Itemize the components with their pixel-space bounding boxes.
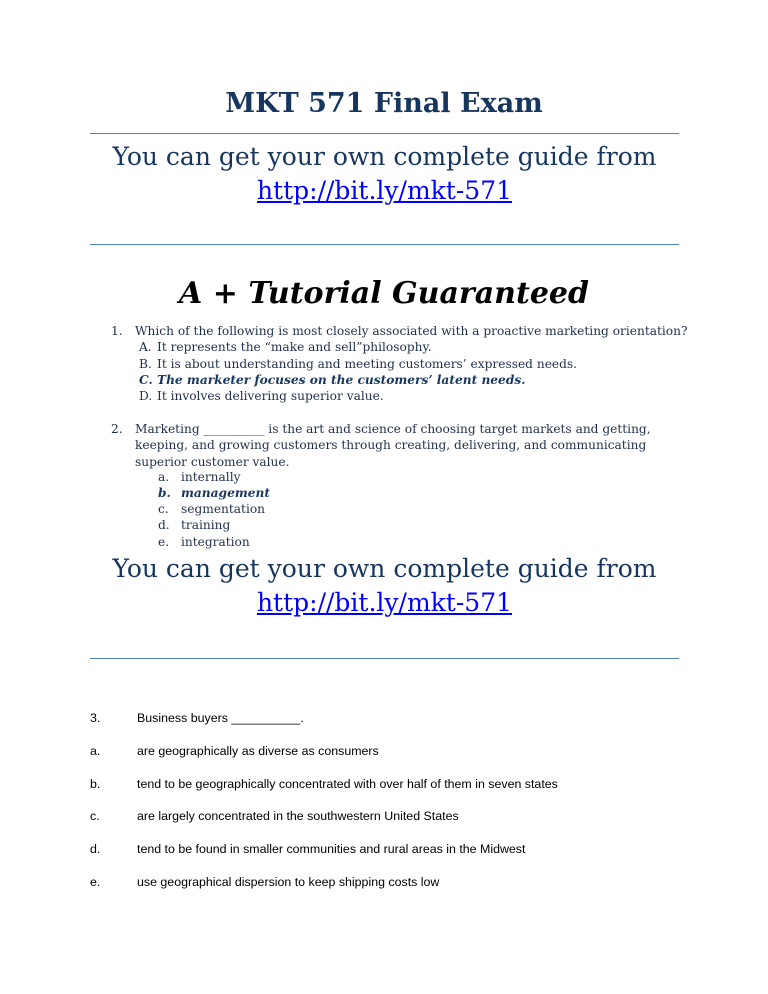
option-letter: b.	[90, 777, 101, 791]
question-text: Which of the following is most closely associated with a proactive marketing orientation?	[135, 324, 688, 338]
promo-block-top	[90, 140, 679, 208]
option-text: internally	[181, 470, 241, 484]
option-letter: B.	[139, 357, 152, 371]
question-number: 1.	[111, 324, 123, 338]
question-number: 3.	[90, 711, 101, 725]
option-text: It represents the “make and sell”philosophy.	[157, 340, 432, 354]
promo-text: You can get your own complete guide from	[112, 554, 657, 583]
promo-block-bottom	[90, 552, 679, 620]
option-text: are geographically as diverse as consumers	[137, 744, 379, 758]
question-text: Marketing __________ is the art and science of choosing target markets and getting, keeping, and growing customers through creating, delivering, and communicating superior customer value.	[135, 422, 651, 469]
option-letter: d.	[158, 518, 170, 532]
option-text: use geographical dispersion to keep shipping costs low	[137, 875, 440, 889]
option-text: management	[181, 486, 270, 500]
option-text: It involves delivering superior value.	[157, 389, 384, 403]
option-text: segmentation	[181, 502, 266, 516]
option-text: The marketer focuses on the customers’ latent needs.	[157, 373, 526, 387]
option-letter: C.	[139, 373, 153, 387]
divider	[90, 658, 679, 659]
question-text: Business buyers __________.	[137, 711, 304, 725]
question-number: 2.	[111, 422, 123, 436]
promo-text: You can get your own complete guide from	[112, 142, 657, 171]
promo-link[interactable]: http://bit.ly/mkt-571	[256, 176, 513, 205]
option-text: tend to be geographically concentrated with over half of them in seven states	[137, 777, 558, 791]
option-letter: D.	[139, 389, 153, 403]
option-letter: c.	[158, 502, 169, 516]
option-text: training	[181, 518, 231, 532]
divider	[90, 133, 679, 134]
option-letter: b.	[158, 486, 171, 500]
page-title: MKT 571 Final Exam	[225, 88, 543, 119]
question-2	[111, 421, 681, 471]
option-letter: e.	[158, 535, 170, 549]
option-letter: e.	[90, 875, 101, 889]
tutorial-heading: A + Tutorial Guaranteed	[179, 276, 589, 311]
option-letter: a.	[158, 470, 170, 484]
option-letter: a.	[90, 744, 101, 758]
option-text: It is about understanding and meeting customers’ expressed needs.	[157, 357, 578, 371]
option-text: integration	[181, 535, 250, 549]
option-letter: A.	[139, 340, 152, 354]
promo-link[interactable]: http://bit.ly/mkt-571	[256, 588, 513, 617]
divider	[90, 244, 679, 245]
option-text: tend to be found in smaller communities and rural areas in the Midwest	[137, 842, 526, 856]
option-letter: c.	[90, 809, 100, 823]
option-letter: d.	[90, 842, 101, 856]
option-text: are largely concentrated in the southwestern United States	[137, 809, 459, 823]
